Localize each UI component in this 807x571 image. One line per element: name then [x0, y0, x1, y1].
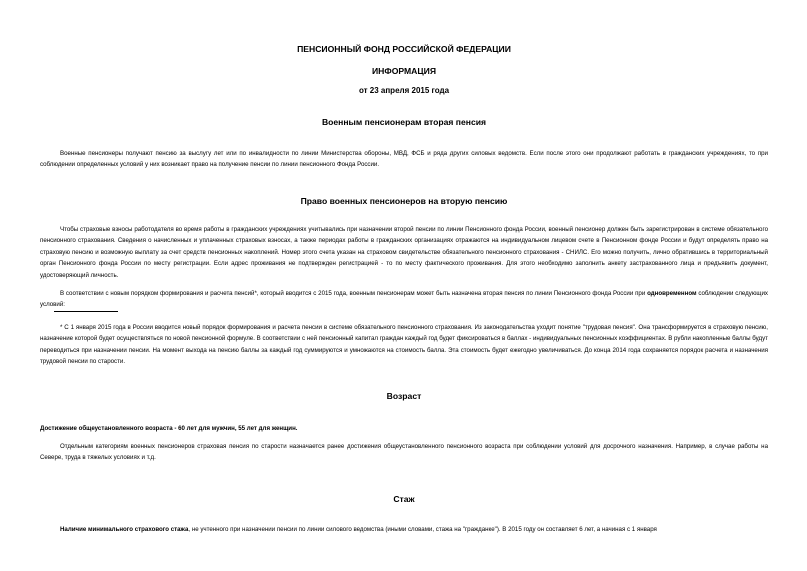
doc-subtitle: Военным пенсионерам вторая пенсия [321, 117, 487, 127]
doc-date: от 23 апреля 2015 года [358, 86, 450, 95]
age-paragraph: Отдельным категориям военных пенсионеров страховая пенсия по старости назначается ранее достижения общеустановленного пенсионного возраста при соблюдении условий для досрочного назначения. Например, в случае работы на Севере, труда в тяжелых условиях и т.д. [40, 443, 768, 462]
age-condition: Достижение общеустановленного возраста - 60 лет для мужчин, 55 лет для женщин. [40, 425, 298, 432]
stazh-condition-bold: Наличие минимального страхового стажа [60, 526, 189, 533]
section-heading-stazh: Стаж [393, 494, 415, 504]
stazh-paragraph-text: , не учтенного при назначении пенсии по линии силового ведомства (иными словами, стажа на "гражданке"). В 2015 году он составляет 6 лет, а начиная с 1 января [188, 526, 657, 533]
footnote: * С 1 января 2015 года в России вводится новый порядок формирования и расчета пенсии в системе обязательного пенсионного страхования. Из законодательства уходит понятие "трудовая пенсия". Она трансформируется в страховую пенсию, назначение которой будет осуществляться по новой пенсионной формуле. В соответствии с ней пенсионный капитал граждан каждый год будет фиксироваться в баллах - индивидуальных пенсионных коэффициентах. В рубли накопленные баллы будут переводиться при назначении пенсии. На момент выхода на пенсию баллы за каждый год суммируются и умножаются на стоимость балла. Эта стоимость будет ежегодно увеличиваться. До конца 2014 года сохраняется порядок расчета и назначения трудовой пенсии по старости. [40, 324, 768, 366]
footnote-divider [54, 311, 118, 312]
org-title: ПЕНСИОННЫЙ ФОНД РОССИЙСКОЙ ФЕДЕРАЦИИ [297, 44, 511, 54]
right-paragraph-2-end: соблюдении следующих условий: [40, 290, 768, 309]
right-paragraph-2 [40, 288, 768, 311]
section-heading-right: Право военных пенсионеров на вторую пенсию [300, 196, 508, 206]
right-paragraph-2-bold: одновременном [647, 290, 697, 297]
document-page [40, 0, 768, 571]
stazh-paragraph [40, 524, 768, 535]
section-heading-age: Возраст [386, 391, 422, 401]
right-paragraph-2-start: В соответствии с новым порядком формирования и расчета пенсий*, который вводится с 2015 года, военным пенсионерам может быть назначена вторая пенсия по линии Пенсионного фонда России при [60, 290, 648, 297]
doc-type: ИНФОРМАЦИЯ [371, 66, 437, 76]
right-paragraph-1: Чтобы страховые взносы работодателя во время работы в гражданских учреждениях учитывались при назначении второй пенсии по линии Пенсионного фонда России, военный пенсионер должен быть зарегистрирован в системе обязательного пенсионного страхования. Сведения о начисленных и уплаченных страховых взносах, а также периодах работы в гражданских организациях отражаются на индивидуальном лицевом счете в Пенсионном фонде России и будут определять право на страховую пенсию и возможную выплату за счет средств пенсионных накоплений. Номер этого счета указан на страховом свидетельстве обязательного пенсионного страхования - СНИЛС. Его можно получить, лично обратившись в территориальный орган Пенсионного фонда России по месту регистрации. Если адрес проживания не подтвержден регистрацией - то по месту фактического проживания. Для этого необходимо заполнить анкету застрахованного лица и предъявить документ, удостоверяющий личность. [40, 226, 768, 279]
intro-paragraph: Военные пенсионеры получают пенсию за выслугу лет или по инвалидности по линии Министерства обороны, МВД, ФСБ и ряда других силовых ведомств. Если после этого они продолжают работать в гражданских учреждениях, то при соблюдении определенных условий у них возникает право на получение пенсии по линии пенсионного Фонда России. [40, 150, 768, 169]
